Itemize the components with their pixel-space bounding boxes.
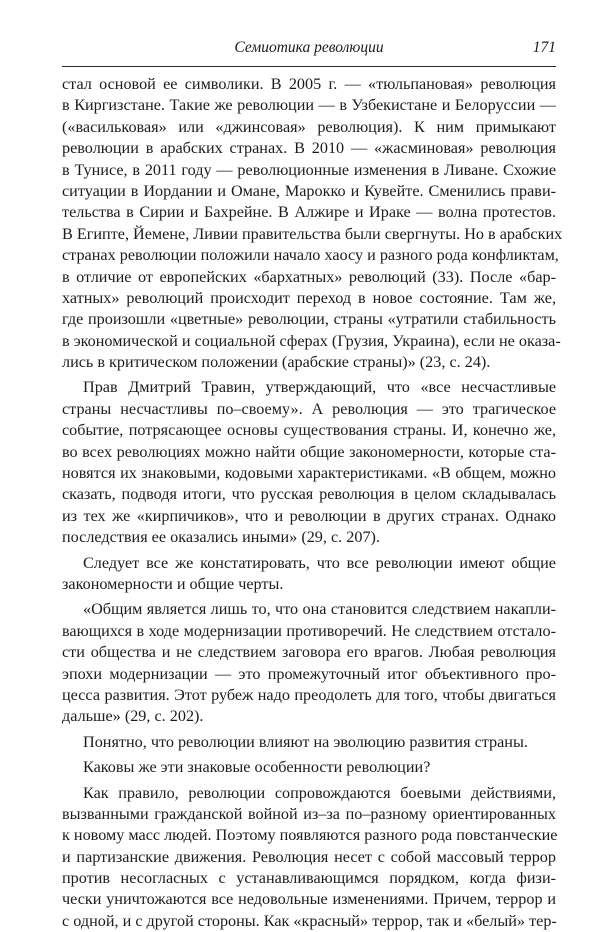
paragraph — [62, 74, 556, 373]
text-line: Понятно, что революции влияют на эволюцию развития страны. — [62, 732, 556, 753]
paragraph — [62, 553, 556, 596]
text-line: где произошли «цветные» революции, страны «утратили стабильность — [62, 309, 556, 330]
header-rule — [62, 66, 556, 67]
text-line: в отличие от европейских «бархатных» революций (33). После «бар- — [62, 267, 556, 288]
text-line: чески уничтожаются все недовольные изменениями. Причем, террор и — [62, 889, 556, 910]
text-line: и партизанские движения. Революция несет с собой массовый террор — [62, 847, 556, 868]
text-line: странах революции положили начало хаосу и разного рода конфликтам, — [62, 245, 556, 266]
text-line: событие, потрясающее основы существования страны. И, конечно же, — [62, 420, 556, 441]
text-line: эпохи модернизации — это промежуточный итог объективного про- — [62, 664, 556, 685]
text-line: новятся их знаковыми, кодовыми характеристиками. «В общем, можно — [62, 463, 556, 484]
text-line: цесса развития. Этот рубеж надо преодолеть для того, чтобы двигаться — [62, 685, 556, 706]
text-line: с одной, и с другой стороны. Как «красный» террор, так и «белый» тер- — [62, 911, 556, 932]
paragraph — [62, 377, 556, 548]
text-line: во всех революциях можно найти общие закономерности, которые ста- — [62, 442, 556, 463]
text-line: стал основой ее символики. В 2005 г. — «тюльпановая» революция — [62, 74, 556, 95]
text-line: сказать, подводя итоги, что русская революция в целом складывалась — [62, 484, 556, 505]
running-header — [62, 38, 556, 64]
text-line: тельства в Сирии и Бахрейне. В Алжире и Ираке — волна протестов. — [62, 202, 556, 223]
text-line: в экономической и социальной сферах (Грузия, Украина), если не оказа- — [62, 331, 556, 352]
text-line: против несогласных с устанавливающимся порядком, когда физи- — [62, 868, 556, 889]
text-line: лись в критическом положении (арабские страны)» (23, с. 24). — [62, 352, 556, 373]
text-line: сти общества и не следствием заговора его врагов. Любая революция — [62, 642, 556, 663]
paragraph — [62, 783, 556, 932]
text-line: ситуации в Иордании и Омане, Марокко и Кувейте. Сменились прави- — [62, 181, 556, 202]
paragraph — [62, 757, 556, 778]
text-line: революции в арабских странах. В 2010 — «жасминовая» революция — [62, 138, 556, 159]
body-text — [62, 74, 556, 932]
running-title: Семиотика революции — [62, 39, 556, 57]
text-line: («васильковая» или «джинсовая» революция). К ним примыкают — [62, 117, 556, 138]
paragraph — [62, 732, 556, 753]
text-line: страны несчастливы по–своему». А революция — это трагическое — [62, 399, 556, 420]
text-line: закономерности и общие черты. — [62, 574, 556, 595]
text-line: из тех же «кирпичиков», что и революции в других странах. Однако — [62, 506, 556, 527]
text-line: последствия ее оказались иными» (29, с. 207). — [62, 527, 556, 548]
text-line: в Киргизстане. Такие же революции — в Узбекистане и Белоруссии — — [62, 95, 556, 116]
text-line: Каковы же эти знаковые особенности революции? — [62, 757, 556, 778]
text-line: дальше» (29, с. 202). — [62, 706, 556, 727]
page-number: 171 — [533, 39, 556, 57]
text-line: Следует все же констатировать, что все революции имеют общие — [62, 553, 556, 574]
quotation-paragraph — [62, 599, 556, 727]
text-line: «Общим является лишь то, что она становится следствием накапли- — [62, 599, 556, 620]
text-line: Как правило, революции сопровождаются боевыми действиями, — [62, 783, 556, 804]
text-line: Прав Дмитрий Травин, утверждающий, что «все несчастливые — [62, 377, 556, 398]
text-line: хатных» революций происходит переход в новое состояние. Там же, — [62, 288, 556, 309]
text-line: в Тунисе, в 2011 году — революционные изменения в Ливане. Схожие — [62, 160, 556, 181]
text-line: к новому масс людей. Поэтому появляются разного рода повстанческие — [62, 825, 556, 846]
text-line: вающихся в ходе модернизации противоречий. Не следствием отстало- — [62, 621, 556, 642]
text-line: вызванными гражданской войной из–за по–разному ориентированных — [62, 804, 556, 825]
text-line: В Египте, Йемене, Ливии правительства были свергнуты. Но в арабских — [62, 224, 556, 245]
